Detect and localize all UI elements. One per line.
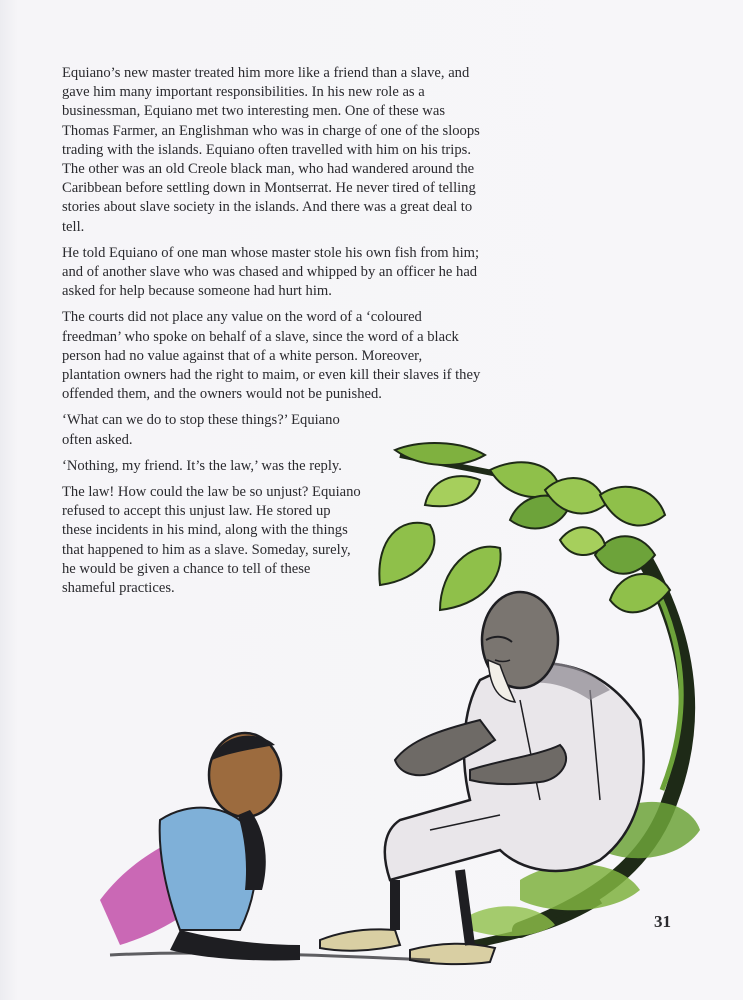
paragraph-6: The law! How could the law be so unjust? Equiano refused to accept this unjust law. He stored up these incidents in his mind, along with the things that happened to him as a slave. Someday, surely, he would be given a chance to tell of these shameful practices.: [62, 484, 361, 597]
paragraph-1: Equiano’s new master treated him more like a friend than a slave, and gave him many important responsibilities. In his new role as a businessman, Equiano met two interesting men. One of these was Thomas Farmer, an Englishman who was in charge of one of the sloops trading with the islands. Equiano often travelled with him on his trips. The other was an old Creole black man, who had wandered around the Caribbean before settling down in Montserrat. He never tired of telling stories about slave society in the islands. And there was a great deal to tell.: [62, 65, 480, 235]
young-equiano: [100, 733, 430, 961]
paragraph-5: ‘Nothing, my friend. It’s the law,’ was the reply.: [62, 457, 342, 474]
paragraph-2: He told Equiano of one man whose master stole his own fish from him; and of another slave who was chased and whipped by an officer he had asked for help because someone had hurt him.: [62, 244, 480, 300]
page-number: 31: [654, 912, 671, 931]
tree-leaves: [379, 443, 670, 612]
paragraph-4: ‘What can we do to stop these things?’ Equiano often asked.: [62, 412, 340, 448]
paragraph-3: The courts did not place any value on the word of a ‘coloured freedman’ who spoke on behalf of a slave, since the word of a black person had no value against that of a white person. Moreover, plantation owners had the right to maim, or even kill their slaves if they offended them, and the owners would not be punished.: [62, 309, 481, 403]
